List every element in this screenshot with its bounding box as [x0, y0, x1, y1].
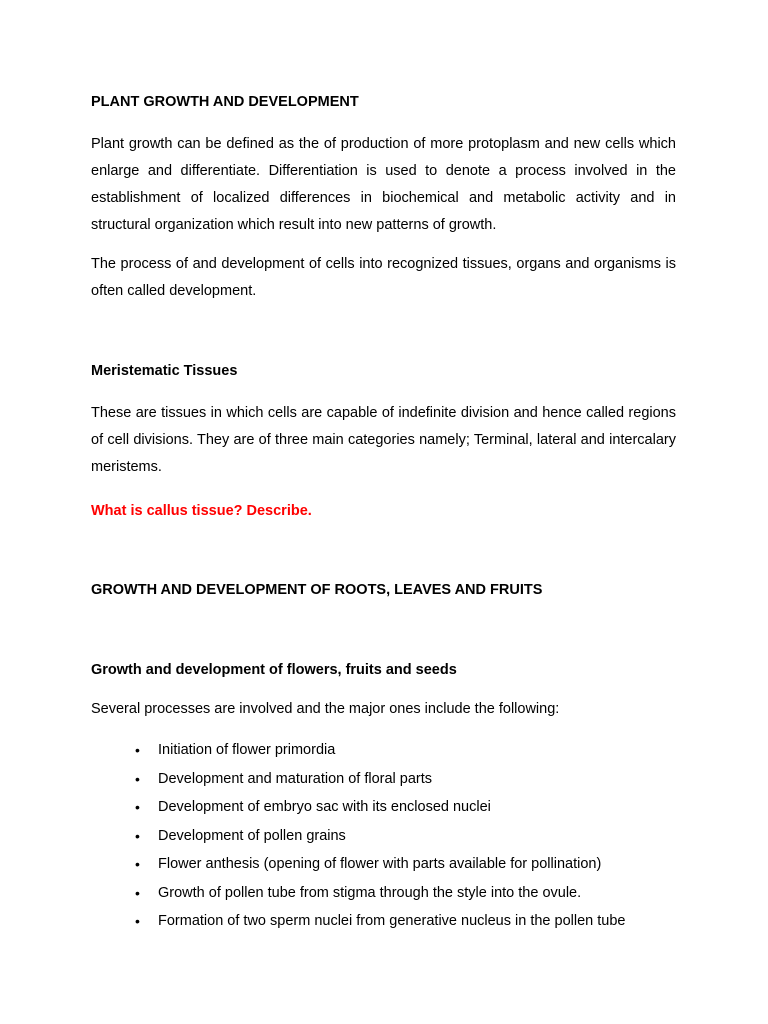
- bullet-icon: •: [135, 742, 140, 758]
- bullet-icon: •: [135, 827, 140, 844]
- list-item-text: Initiation of flower primordia: [158, 742, 336, 758]
- bullet-icon: •: [135, 799, 140, 815]
- document-title: PLANT GROWTH AND DEVELOPMENT: [91, 94, 359, 110]
- bullet-icon: •: [135, 884, 140, 901]
- list-item: [91, 879, 676, 908]
- processes-list: [91, 736, 676, 936]
- list-item-text: Flower anthesis (opening of flower with parts available for pollination): [158, 856, 602, 872]
- bullet-icon: •: [135, 770, 140, 787]
- roots-leaves-fruits-heading: GROWTH AND DEVELOPMENT OF ROOTS, LEAVES AND FRUITS: [91, 582, 543, 598]
- flowers-fruits-seeds-heading: Growth and development of flowers, fruits and seeds: [91, 662, 457, 678]
- list-item: [91, 907, 676, 936]
- list-item-text: Development of pollen grains: [158, 827, 346, 844]
- list-item-text: Formation of two sperm nuclei from generative nucleus in the pollen tube: [158, 913, 626, 929]
- list-item: [91, 736, 676, 765]
- list-item: [91, 850, 676, 879]
- bullet-icon: •: [135, 856, 140, 872]
- bullet-icon: •: [135, 913, 140, 929]
- list-item: [91, 765, 676, 794]
- intro-paragraph-1: Plant growth can be defined as the of production of more protoplasm and new cells which enlarge and differentiate. Differentiation is used to denote a process involved in the establishment of localized differences in biochemical and metabolic activity and in structural organization which result into new patterns of growth.: [91, 136, 676, 233]
- list-item-text: Growth of pollen tube from stigma through the style into the ovule.: [158, 884, 582, 901]
- callus-question: What is callus tissue? Describe.: [91, 503, 312, 519]
- list-item-text: Development and maturation of floral parts: [158, 770, 433, 787]
- list-item-text: Development of embryo sac with its enclosed nuclei: [158, 799, 491, 815]
- intro-paragraph-2: The process of and development of cells into recognized tissues, organs and organisms is often called development.: [91, 256, 676, 299]
- list-item: [91, 822, 676, 851]
- meristem-heading: Meristematic Tissues: [91, 363, 238, 379]
- processes-intro: Several processes are involved and the major ones include the following:: [91, 701, 560, 717]
- meristem-paragraph: These are tissues in which cells are capable of indefinite division and hence called regions of cell divisions. They are of three main categories namely; Terminal, lateral and intercalary meristems.: [91, 405, 676, 475]
- list-item: [91, 793, 676, 822]
